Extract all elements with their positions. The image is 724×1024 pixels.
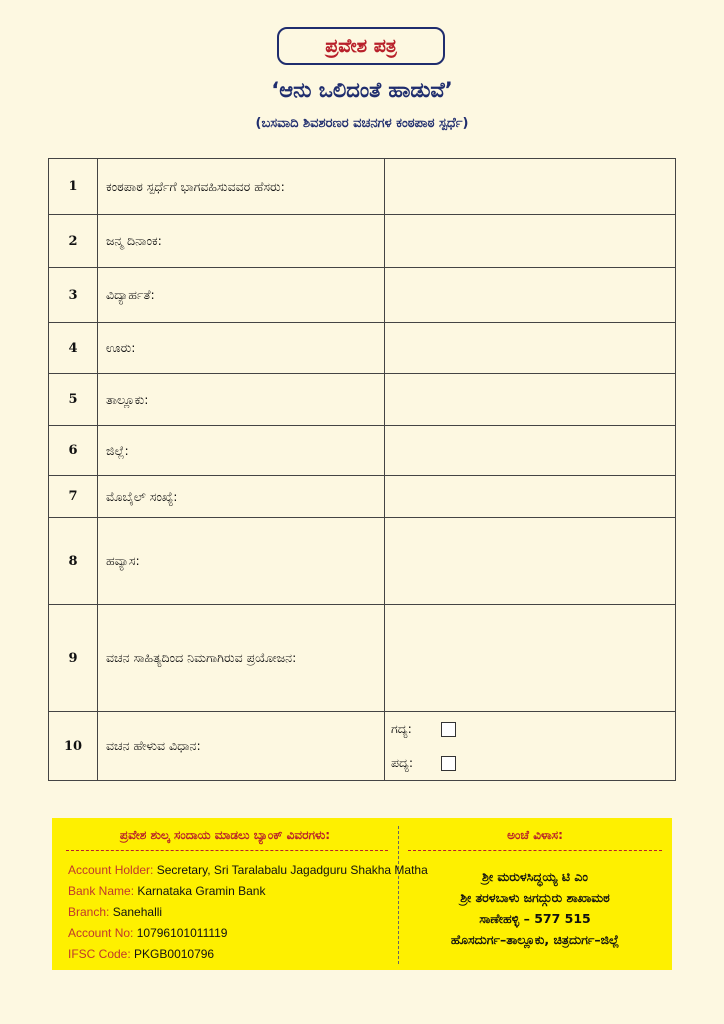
bank-detail-key: Branch: [68,905,110,919]
entry-form-table [48,158,676,781]
field-value-district[interactable] [385,426,676,476]
form-row-benefit [49,605,676,712]
form-row-name [49,159,676,215]
postal-address-heading: ಅಂಚೆ ವಿಳಾಸ: [507,828,563,842]
row-number: 8 [49,518,98,605]
field-value-education[interactable] [385,268,676,323]
form-row-village [49,323,676,374]
address-line: ಶ್ರೀ ತರಳಬಾಳು ಜಗದ್ಗುರು ಶಾಖಾಮಠ [460,890,610,905]
bank-detail-key: Account Holder: [68,863,154,877]
bank-detail-key: Account No: [68,926,134,940]
row-number: 4 [49,323,98,374]
field-label-education: ವಿದ್ಯಾರ್ಹತೆ: [98,268,385,323]
row-number: 3 [49,268,98,323]
bank-detail-row [68,944,428,965]
bank-detail-value: PKGB0010796 [134,947,215,961]
bank-details-heading: ಪ್ರವೇಶ ಶುಲ್ಕ ಸಂದಾಯ ಮಾಡಲು ಬ್ಯಾಂಕ್ ವಿವರಗಳು: [119,828,331,842]
field-value-village[interactable] [385,323,676,374]
field-value-hobby[interactable] [385,518,676,605]
field-value-benefit[interactable] [385,605,676,712]
option-prose [385,712,675,746]
bank-heading-rule [66,850,388,851]
form-row-district [49,426,676,476]
event-subtitle: (ಬಸವಾದಿ ಶಿವಶರಣರ ವಚನಗಳ ಕಂಠಪಾಠ ಸ್ಪರ್ಧೆ) [255,116,469,131]
field-label-taluk: ತಾಲ್ಲೂಕು: [98,374,385,426]
postal-address [408,866,662,950]
field-label-dob: ಜನ್ಮ ದಿನಾಂಕ: [98,215,385,268]
row-number: 10 [49,712,98,781]
bank-detail-value: 10796101011119 [136,926,228,940]
field-value-taluk[interactable] [385,374,676,426]
address-line: ಶ್ರೀ ಮರುಳಸಿದ್ಧಯ್ಯ ಟಿ ಎಂ [482,869,588,884]
verse-checkbox[interactable] [441,756,456,771]
bank-detail-key: Bank Name: [68,884,135,898]
field-label-district: ಜಿಲ್ಲೆ: [98,426,385,476]
field-label-village: ಊರು: [98,323,385,374]
bank-details [68,860,428,965]
panel-divider [398,826,399,964]
row-number: 7 [49,476,98,518]
address-line: ಹೊಸದುರ್ಗ–ತಾಲ್ಲೂಕು, ಚಿತ್ರದುರ್ಗ–ಜಿಲ್ಲೆ [450,932,620,947]
address-heading-rule [408,850,662,851]
field-value-dob[interactable] [385,215,676,268]
form-row-education [49,268,676,323]
bank-detail-row [68,902,428,923]
bank-detail-key: IFSC Code: [68,947,131,961]
row-number: 6 [49,426,98,476]
form-row-taluk [49,374,676,426]
form-row-method [49,712,676,781]
event-title: ‘ಆನು ಒಲಿದಂತೆ ಹಾಡುವೆ’ [271,78,453,102]
bank-detail-value: Secretary, Sri Taralabalu Jagadguru Shakha Matha [156,863,428,877]
field-value-name[interactable] [385,159,676,215]
bank-detail-value: Karnataka Gramin Bank [137,884,266,898]
field-label-name: ಕಂಠಪಾಠ ಸ್ಪರ್ಧೆಗೆ ಭಾಗವಹಿಸುವವರ ಹೆಸರು: [98,159,385,215]
info-panel [52,818,672,970]
row-number: 9 [49,605,98,712]
bank-detail-value: Sanehalli [112,905,163,919]
row-number: 2 [49,215,98,268]
bank-detail-row [68,860,428,881]
field-label-method: ವಚನ ಹೇಳುವ ವಿಧಾನ: [98,712,385,781]
form-badge: ಪ್ರವೇಶ ಪತ್ರ [277,27,445,65]
option-prose-label: ಗದ್ಯ: [391,721,412,736]
option-verse-label: ಪದ್ಯ: [391,755,414,770]
form-row-dob [49,215,676,268]
bank-detail-row [68,923,428,944]
field-label-benefit: ವಚನ ಸಾಹಿತ್ಯದಿಂದ ನಿಮಗಾಗಿರುವ ಪ್ರಯೋಜನ: [98,605,385,712]
form-row-hobby [49,518,676,605]
field-value-mobile[interactable] [385,476,676,518]
field-label-hobby: ಹವ್ಯಾಸ: [98,518,385,605]
option-verse [385,746,675,780]
prose-checkbox[interactable] [441,722,456,737]
row-number: 1 [49,159,98,215]
bank-detail-row [68,881,428,902]
row-number: 5 [49,374,98,426]
field-value-method [385,712,676,781]
field-label-mobile: ಮೊಬೈಲ್ ಸಂಖ್ಯೆ: [98,476,385,518]
address-line: ಸಾಣೇಹಳ್ಳಿ – 577 515 [479,911,591,926]
form-row-mobile [49,476,676,518]
